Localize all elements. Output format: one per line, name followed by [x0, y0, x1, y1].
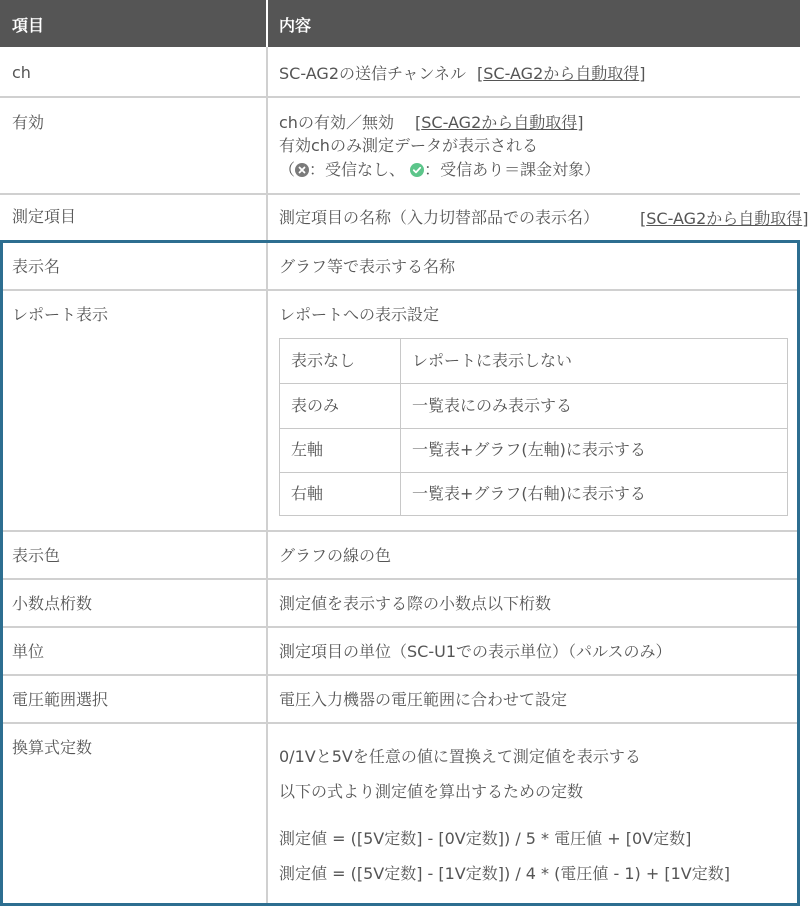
- table-header: [0, 0, 800, 47]
- auto-acquire-link[interactable]: [SC-AG2から自動取得]: [415, 113, 584, 132]
- row-desc-2: 有効chのみ測定データが表示される: [279, 136, 538, 155]
- row-label: 表示色: [12, 546, 61, 565]
- row-divider: [0, 578, 800, 580]
- report-option-row: [280, 428, 787, 472]
- report-options-table: [279, 338, 788, 516]
- row-desc: 0/1Vと5Vを任意の値に置換えて測定値を表示する: [279, 747, 641, 766]
- report-option-row: [280, 472, 787, 516]
- header-content: 内容: [279, 16, 312, 35]
- option-desc: 一覧表+グラフ(左軸)に表示する: [412, 440, 646, 459]
- row-desc: 測定項目の単位（SC-U1での表示単位）（パルスのみ）: [279, 642, 672, 661]
- option-name: 表示なし: [291, 351, 356, 370]
- option-desc: 一覧表+グラフ(右軸)に表示する: [412, 484, 646, 503]
- row-label: 換算式定数: [12, 738, 93, 757]
- report-option-row: [280, 384, 787, 428]
- row-divider: [0, 193, 800, 195]
- header-divider: [266, 0, 268, 47]
- header-item: 項目: [12, 16, 45, 35]
- row-desc-3: （ ：受信なし、 ：受信あり＝課金対象）: [279, 160, 601, 179]
- option-desc: 一覧表にのみ表示する: [412, 396, 573, 415]
- row-divider: [0, 674, 800, 676]
- formula-2: 測定値 = ([5V定数] - [1V定数]) / 4 * (電圧値 - 1) + [1V定数]: [279, 864, 730, 883]
- row-divider: [0, 96, 800, 98]
- row-desc: グラフの線の色: [279, 546, 392, 565]
- option-name: 右軸: [291, 484, 324, 503]
- row-divider: [0, 626, 800, 628]
- row-desc: chの有効／無効: [279, 113, 394, 132]
- row-label: 有効: [12, 113, 45, 132]
- option-name: 左軸: [291, 440, 324, 459]
- row-desc: 測定値を表示する際の小数点以下桁数: [279, 594, 552, 613]
- row-desc: SC-AG2の送信チャンネル: [279, 64, 467, 83]
- row-divider: [0, 530, 800, 532]
- row-desc: レポートへの表示設定: [279, 305, 440, 324]
- row-label: 電圧範囲選択: [12, 690, 109, 709]
- option-desc: レポートに表示しない: [412, 351, 573, 370]
- row-desc: 電圧入力機器の電圧範囲に合わせて設定: [279, 690, 568, 709]
- row-label: 測定項目: [12, 207, 77, 226]
- x-circle-icon: [295, 163, 309, 177]
- auto-acquire-link[interactable]: [SC-AG2から自動取得]: [477, 64, 646, 83]
- row-divider: [0, 722, 800, 724]
- row-label: 単位: [12, 642, 45, 661]
- row-desc: 測定項目の名称（入力切替部品での表示名）: [279, 208, 600, 227]
- formula-1: 測定値 = ([5V定数] - [0V定数]) / 5 * 電圧値 + [0V定数]: [279, 829, 692, 848]
- row-label: ch: [12, 63, 31, 82]
- option-name: 表のみ: [291, 396, 340, 415]
- row-divider: [0, 289, 800, 291]
- row-label: 表示名: [12, 257, 61, 276]
- row-label: 小数点桁数: [12, 594, 93, 613]
- check-circle-icon: [410, 163, 424, 177]
- row-label: レポート表示: [12, 305, 109, 324]
- auto-acquire-link[interactable]: [SC-AG2から自動取得]: [640, 209, 809, 228]
- row-desc-2: 以下の式より測定値を算出するための定数: [279, 782, 584, 801]
- column-divider: [266, 47, 268, 906]
- report-option-row: [280, 339, 787, 383]
- row-desc: グラフ等で表示する名称: [279, 257, 456, 276]
